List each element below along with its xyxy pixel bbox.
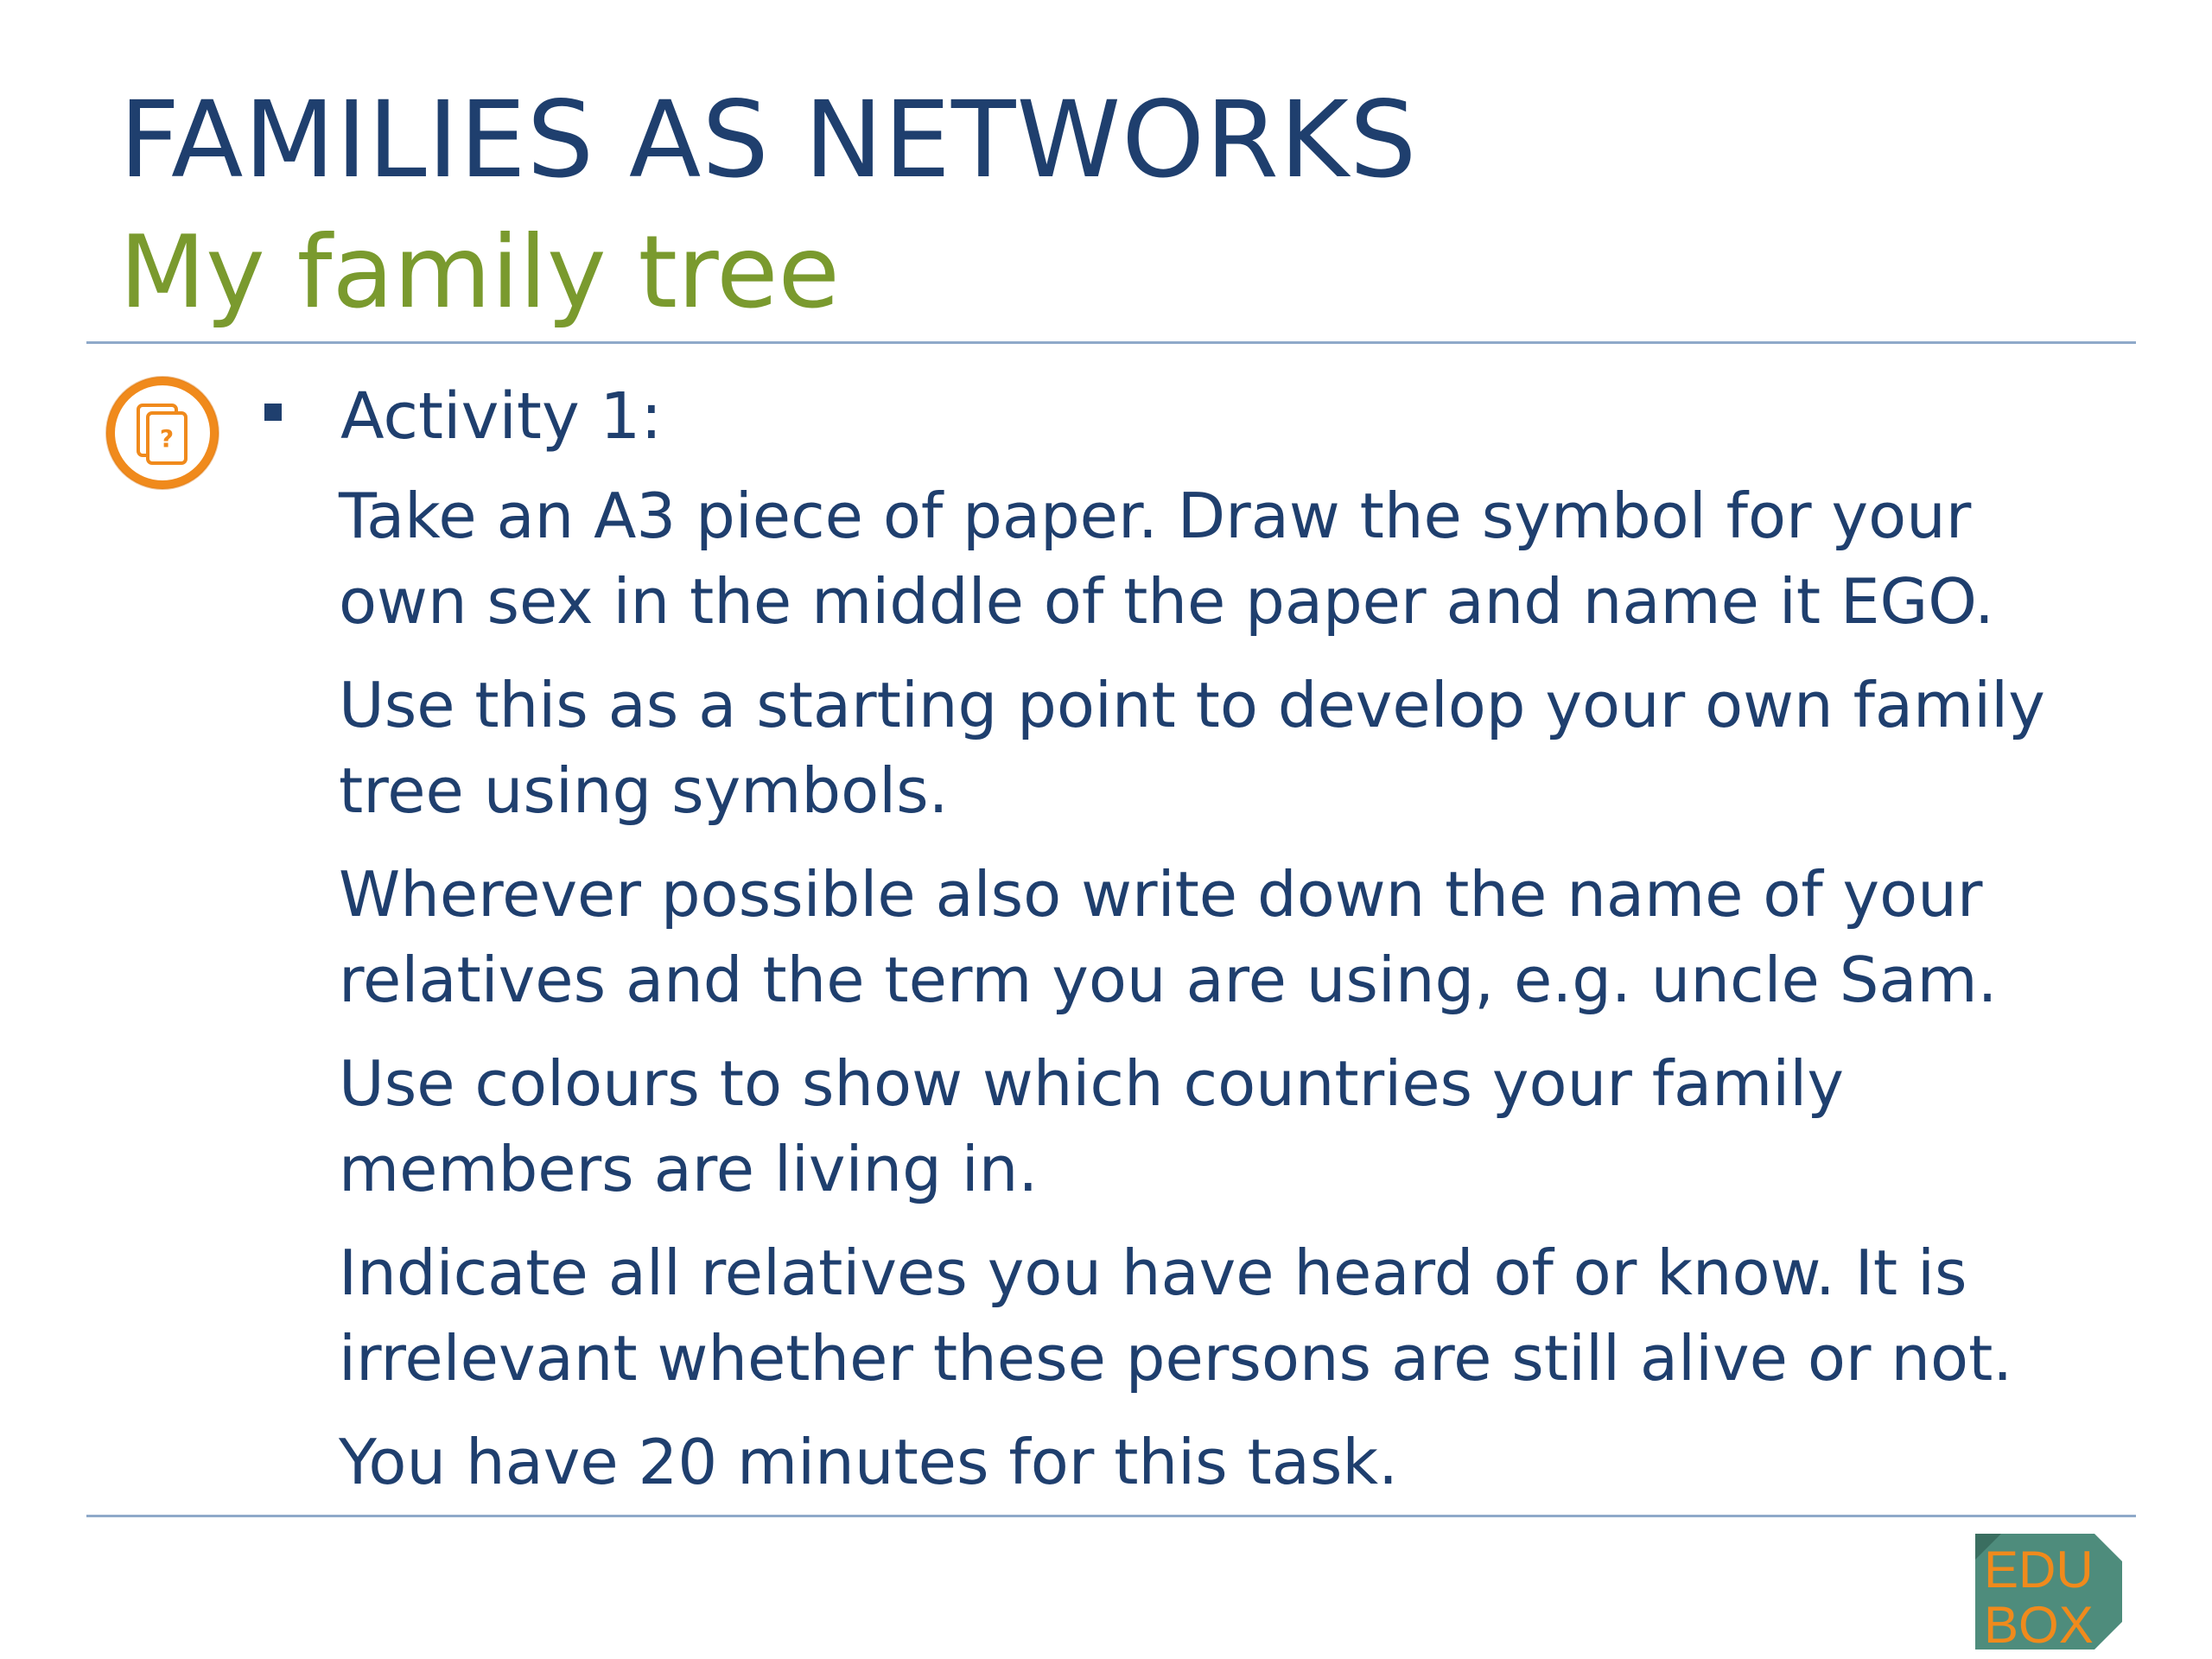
instruction-paragraph	[339, 1420, 2119, 1505]
bullet-marker	[264, 404, 282, 421]
edubox-logo	[1975, 1534, 2122, 1649]
instruction-line: Indicate all relatives you have heard of or know. It is	[339, 1236, 1967, 1309]
instruction-paragraph	[339, 663, 2119, 833]
activity-heading: Activity 1:	[340, 379, 663, 454]
instruction-line: Take an A3 piece of paper. Draw the symbol for your	[339, 480, 1972, 552]
instruction-line: tree using symbols.	[339, 753, 949, 827]
logo-text-box: BOX	[1984, 1596, 2094, 1649]
instruction-paragraph	[339, 1230, 2119, 1401]
instruction-paragraph	[339, 1041, 2119, 1211]
instruction-line: Use colours to show which countries your family	[339, 1047, 1844, 1120]
instruction-paragraph	[339, 852, 2119, 1022]
instruction-line: irrelevant whether these persons are still alive or not.	[339, 1321, 2013, 1395]
instruction-line: Use this as a starting point to develop your own family	[339, 669, 2045, 741]
top-divider	[86, 341, 2136, 344]
instruction-line: relatives and the term you are using, e.g. uncle Sam.	[339, 943, 1998, 1016]
question-cards-icon	[102, 372, 223, 493]
instruction-line: You have 20 minutes for this task.	[339, 1426, 1398, 1498]
instruction-paragraph	[339, 474, 2119, 644]
activity-instructions	[339, 474, 2119, 1524]
instruction-line: members are living in.	[339, 1132, 1039, 1205]
instruction-line: own sex in the middle of the paper and name it EGO.	[339, 564, 1994, 638]
bottom-divider	[86, 1515, 2136, 1517]
svg-text:?: ?	[159, 424, 175, 453]
instruction-line: Wherever possible also write down the name of your	[339, 858, 1983, 931]
slide-title: FAMILIES AS NETWORKS	[119, 79, 1418, 201]
slide-subtitle: My family tree	[119, 214, 840, 331]
logo-text-edu: EDU	[1984, 1541, 2094, 1599]
